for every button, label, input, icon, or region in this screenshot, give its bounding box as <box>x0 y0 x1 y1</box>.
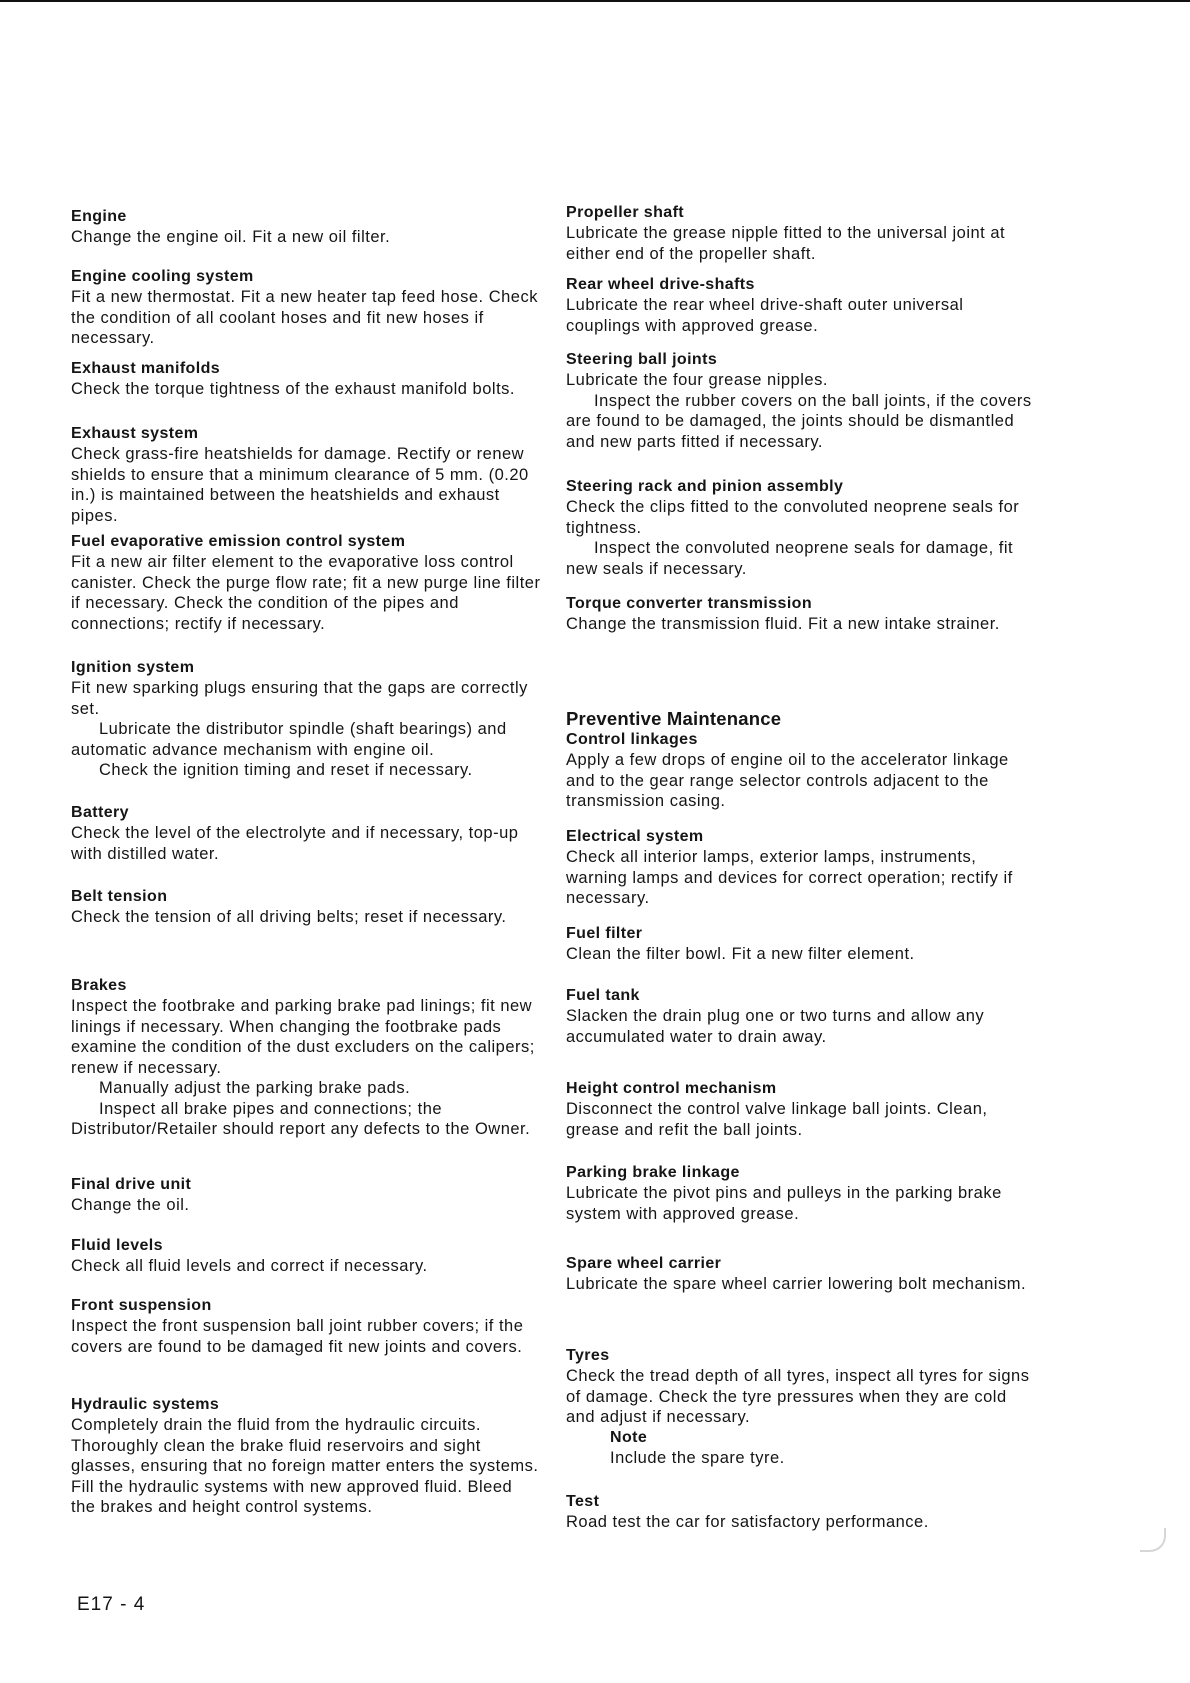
section-battery <box>71 803 541 864</box>
section-heading: Engine <box>71 208 127 225</box>
section-heading: Fuel tank <box>566 987 640 1004</box>
section-spare-wheel-carrier <box>566 1254 1036 1295</box>
section-heading: Exhaust system <box>71 425 199 442</box>
section-text: Inspect the footbrake and parking brake pad linings; fit new linings if necessary. When changing the footbrake pads examine the condition of the dust excluders on the calipers; renew if necessary. <box>71 997 535 1077</box>
section-steering-ball-joints <box>566 350 1036 452</box>
section-heading: Engine cooling system <box>71 268 254 285</box>
section-heading: Fuel filter <box>566 925 643 942</box>
section-brakes <box>71 976 541 1140</box>
section-hydraulic-systems <box>71 1395 541 1518</box>
section-heading: Parking brake linkage <box>566 1164 740 1181</box>
section-text: Change the transmission fluid. Fit a new intake strainer. <box>566 615 1000 633</box>
section-text: Fit a new thermostat. Fit a new heater tap feed hose. Check the condition of all coolant hoses and fit new hoses if necessary. <box>71 288 538 347</box>
section-heading: Ignition system <box>71 659 195 676</box>
section-text: Check the tension of all driving belts; reset if necessary. <box>71 908 507 926</box>
section-text: Slacken the drain plug one or two turns and allow any accumulated water to drain away. <box>566 1007 985 1046</box>
section-heading: Steering ball joints <box>566 351 718 368</box>
note-text: Include the spare tyre. <box>610 1448 785 1467</box>
section-exhaust-manifolds <box>71 359 541 400</box>
section-text: Inspect all brake pipes and connections; the Distributor/Retailer should report any defects to the Owner. <box>71 1099 531 1138</box>
section-fluid-levels <box>71 1236 541 1277</box>
section-heading: Spare wheel carrier <box>566 1255 722 1272</box>
section-final-drive-unit <box>71 1175 541 1216</box>
section-text: Inspect the front suspension ball joint rubber covers; if the covers are found to be damaged fit new joints and covers. <box>71 1317 524 1356</box>
section-text: Check the clips fitted to the convoluted neoprene seals for tightness. <box>566 498 1020 537</box>
section-front-suspension <box>71 1296 541 1357</box>
section-text: Lubricate the four grease nipples. <box>566 371 828 389</box>
top-rule <box>0 0 1190 2</box>
section-fuel-evaporative-emission <box>71 532 541 634</box>
section-exhaust-system <box>71 424 541 526</box>
section-fuel-filter <box>566 924 1036 965</box>
section-text: Change the oil. <box>71 1196 190 1214</box>
page-number: E17 - 4 <box>77 1594 146 1615</box>
note-label: Note <box>610 1428 648 1446</box>
section-parking-brake-linkage <box>566 1163 1036 1224</box>
page-section-title: Preventive Maintenance <box>566 708 782 729</box>
section-belt-tension <box>71 887 541 928</box>
section-text: Lubricate the pivot pins and pulleys in the parking brake system with approved grease. <box>566 1184 1002 1223</box>
section-text: Check all fluid levels and correct if necessary. <box>71 1257 428 1275</box>
section-text: Check all interior lamps, exterior lamps, instruments, warning lamps and devices for correct operation; rectify if necessary. <box>566 848 1013 907</box>
section-steering-rack-pinion <box>566 477 1036 579</box>
section-electrical-system <box>566 827 1036 909</box>
section-text: Check the level of the electrolyte and if necessary, top-up with distilled water. <box>71 824 519 863</box>
section-heading: Hydraulic systems <box>71 1396 220 1413</box>
section-text: Lubricate the rear wheel drive-shaft outer universal couplings with approved grease. <box>566 296 964 335</box>
section-preventive-maintenance <box>566 708 1036 812</box>
section-heading: Tyres <box>566 1347 610 1364</box>
section-text: Fit a new air filter element to the evaporative loss control canister. Check the purge flow rate; fit a new purge line filter if necessary. Check the condition of the pipes and connections; rectify if necessary. <box>71 553 541 633</box>
section-text: Check the tread depth of all tyres, inspect all tyres for signs of damage. Check the tyre pressures when they are cold and adjust if necessary. <box>566 1367 1030 1426</box>
section-text: Apply a few drops of engine oil to the accelerator linkage and to the gear range selector controls adjacent to the transmission casing. <box>566 751 1009 810</box>
section-heading: Propeller shaft <box>566 204 685 221</box>
section-text: Inspect the convoluted neoprene seals for damage, fit new seals if necessary. <box>566 539 1014 578</box>
section-heading: Brakes <box>71 977 127 994</box>
section-engine <box>71 207 541 248</box>
section-heading: Control linkages <box>566 731 698 748</box>
section-propeller-shaft <box>566 203 1036 264</box>
section-heading: Steering rack and pinion assembly <box>566 478 844 495</box>
section-heading: Rear wheel drive-shafts <box>566 276 755 293</box>
section-engine-cooling-system <box>71 267 541 349</box>
scan-mark <box>1140 1528 1166 1552</box>
section-ignition-system <box>71 658 541 781</box>
section-text: Change the engine oil. Fit a new oil filter. <box>71 228 391 246</box>
section-heading: Fuel evaporative emission control system <box>71 533 406 550</box>
section-torque-converter <box>566 594 1036 635</box>
section-text: Clean the filter bowl. Fit a new filter element. <box>566 945 915 963</box>
section-test <box>566 1492 1036 1533</box>
section-heading: Front suspension <box>71 1297 212 1314</box>
section-text: Disconnect the control valve linkage ball joints. Clean, grease and refit the ball joints. <box>566 1100 988 1139</box>
section-heading: Final drive unit <box>71 1176 192 1193</box>
section-text: Completely drain the fluid from the hydraulic circuits. Thoroughly clean the brake fluid reservoirs and sight glasses, ensuring that no foreign matter enters the systems. Fill the hydraulic systems with new approved fluid. Bleed the brakes and height control systems. <box>71 1416 539 1516</box>
section-text: Road test the car for satisfactory performance. <box>566 1513 929 1531</box>
section-text: Manually adjust the parking brake pads. <box>99 1079 411 1097</box>
section-heading: Electrical system <box>566 828 704 845</box>
section-heading: Belt tension <box>71 888 168 905</box>
section-text: Lubricate the distributor spindle (shaft bearings) and automatic advance mechanism with engine oil. <box>71 720 507 759</box>
section-fuel-tank <box>566 986 1036 1047</box>
section-text: Inspect the rubber covers on the ball joints, if the covers are found to be damaged, the joints should be dismantled and new parts fitted if necessary. <box>566 391 1032 451</box>
section-heading: Torque converter transmission <box>566 595 813 612</box>
section-heading: Height control mechanism <box>566 1080 777 1097</box>
section-rear-wheel-drive-shafts <box>566 275 1036 336</box>
section-heading: Exhaust manifolds <box>71 360 221 377</box>
section-tyres <box>566 1346 1036 1468</box>
section-text: Fit new sparking plugs ensuring that the gaps are correctly set. <box>71 679 528 718</box>
section-text: Lubricate the spare wheel carrier lowering bolt mechanism. <box>566 1275 1027 1293</box>
section-text: Lubricate the grease nipple fitted to the universal joint at either end of the propeller shaft. <box>566 224 1006 263</box>
section-text: Check the torque tightness of the exhaust manifold bolts. <box>71 380 515 398</box>
section-text: Check the ignition timing and reset if necessary. <box>99 761 473 779</box>
section-text: Check grass-fire heatshields for damage. Rectify or renew shields to ensure that a minimum clearance of 5 mm. (0.20 in.) is maintained between the heatshields and exhaust pipes. <box>71 445 529 525</box>
section-height-control <box>566 1079 1036 1140</box>
section-heading: Test <box>566 1493 600 1510</box>
section-heading: Fluid levels <box>71 1237 163 1254</box>
note-block <box>610 1428 1036 1469</box>
section-heading: Battery <box>71 804 129 821</box>
